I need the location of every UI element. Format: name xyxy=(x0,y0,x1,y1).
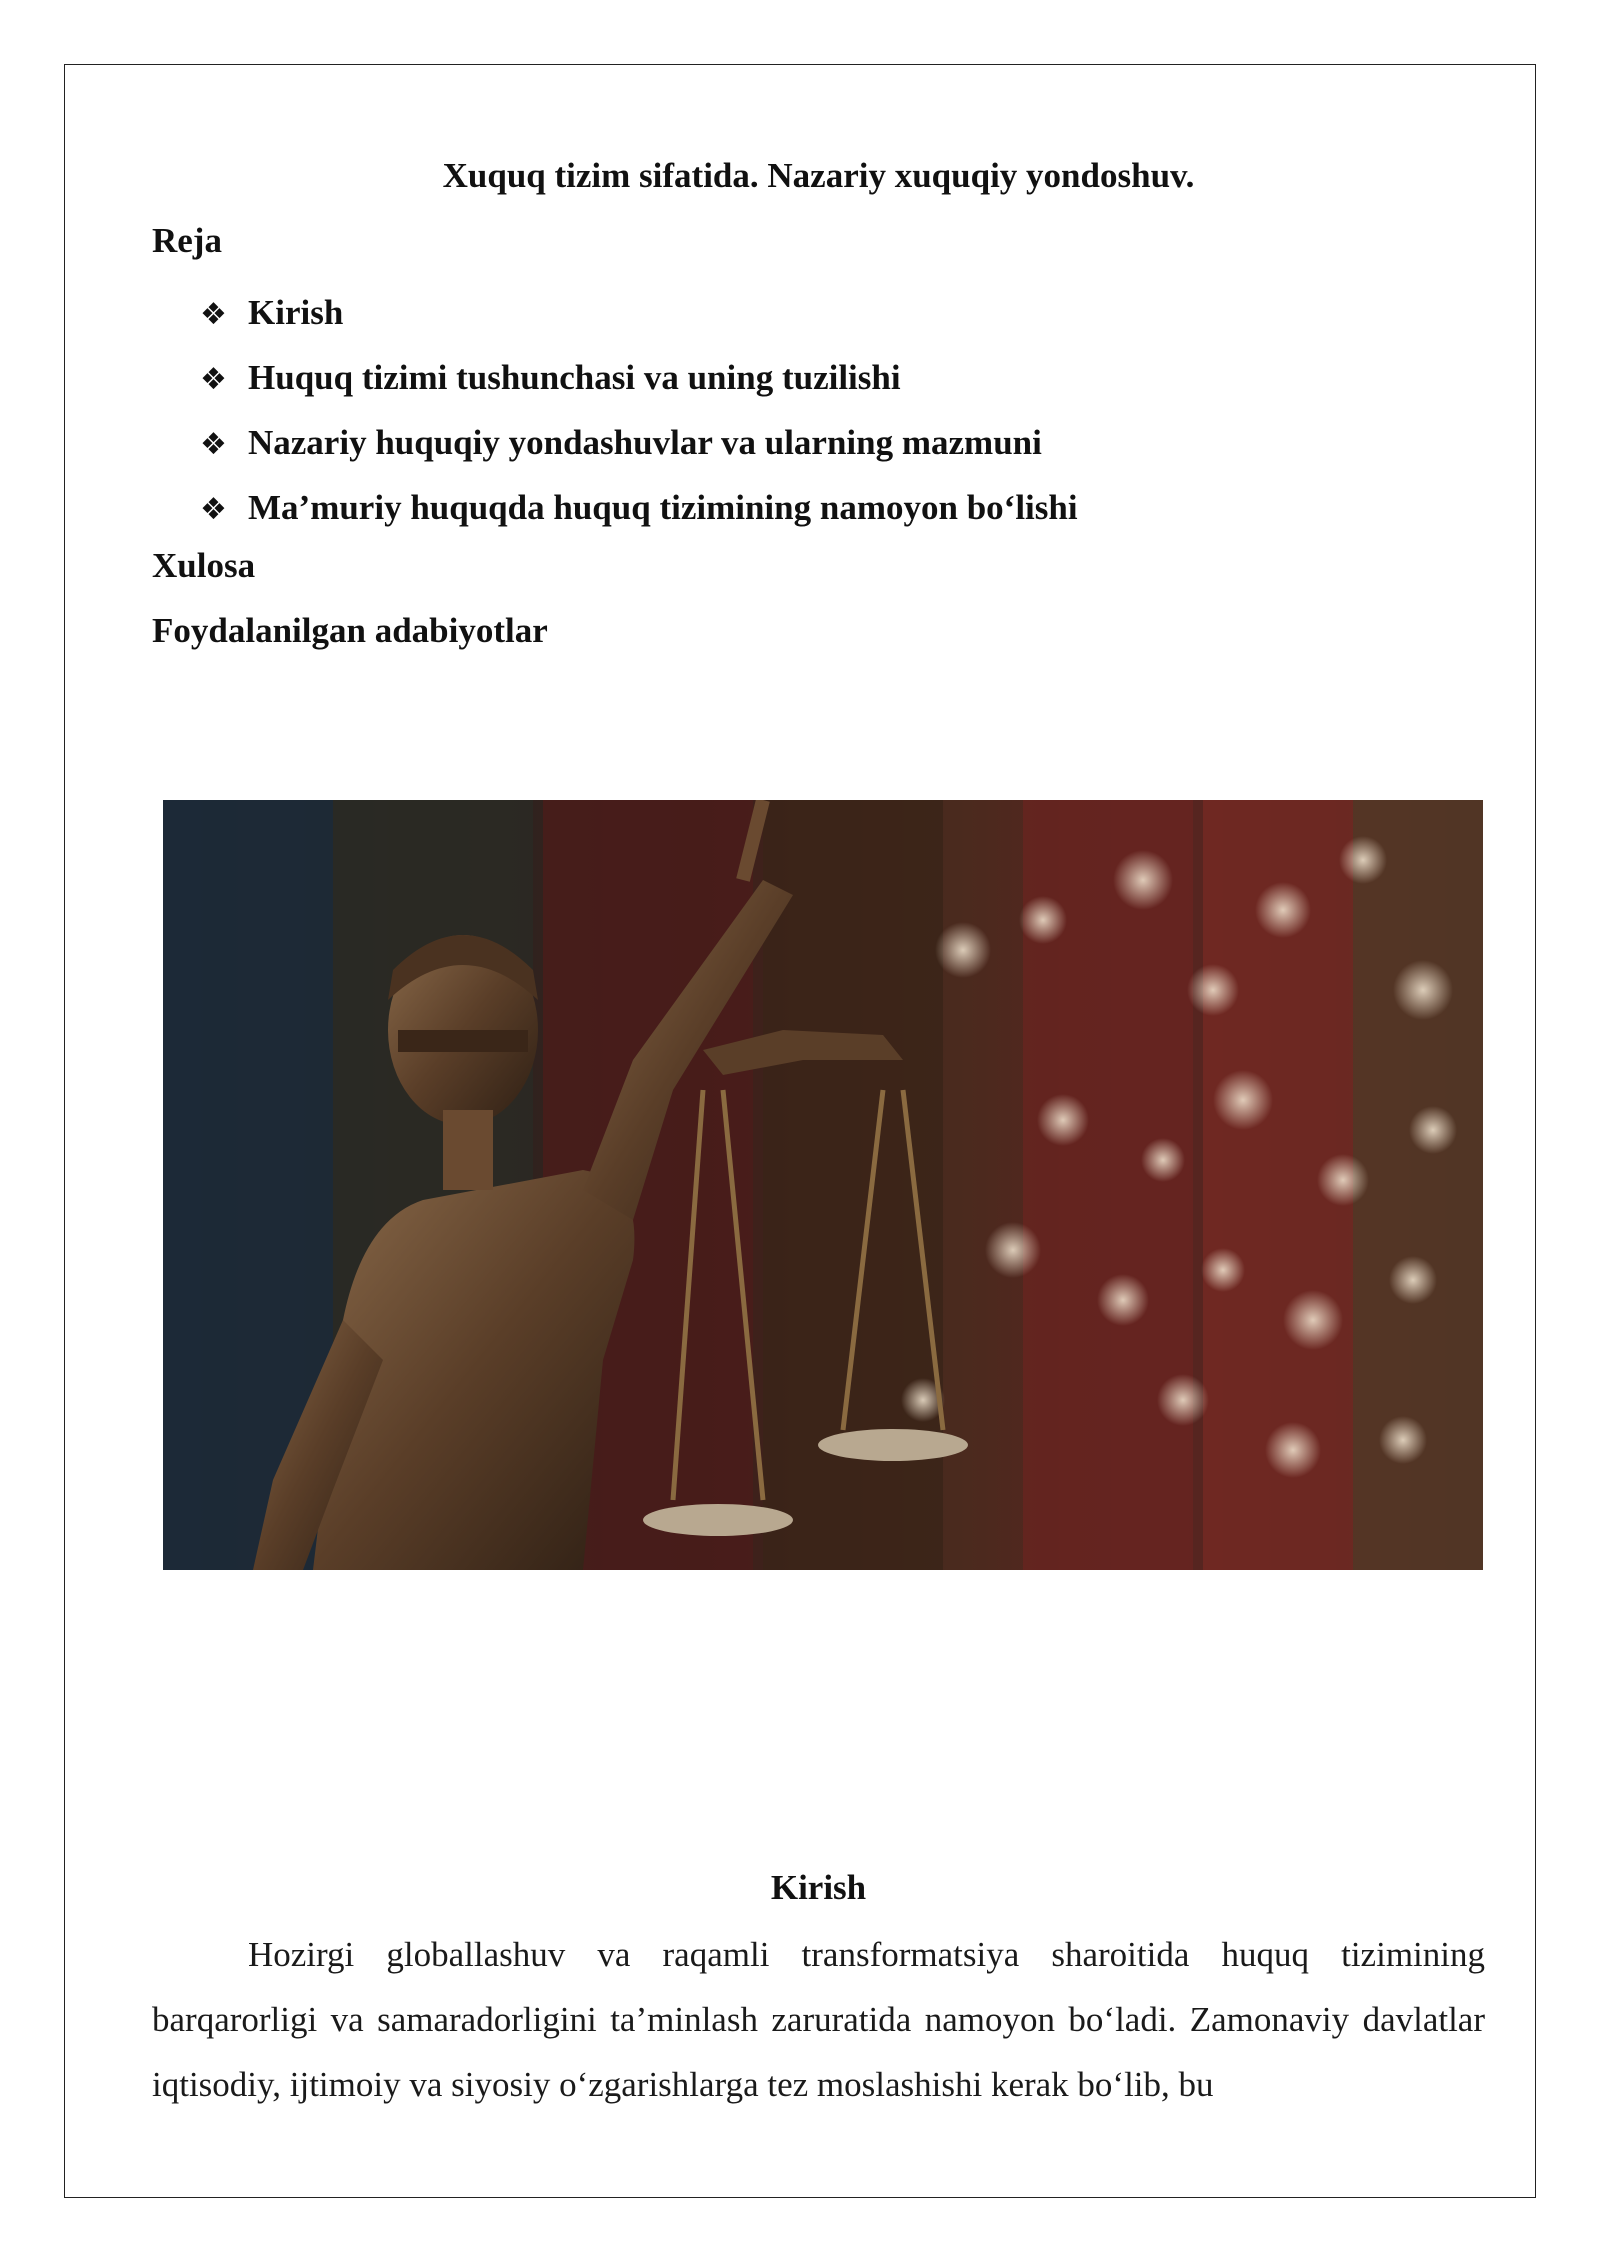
diamond-bullet-icon: ❖ xyxy=(200,362,227,397)
plan-item-nazariy-yondashuvlar xyxy=(200,410,1078,475)
plan-heading: Reja xyxy=(152,221,222,260)
diamond-bullet-icon: ❖ xyxy=(200,492,227,527)
plan-item-label: Kirish xyxy=(248,293,344,332)
lady-justice-statue-icon xyxy=(163,800,1483,1570)
plan-item-label: Huquq tizimi tushunchasi va uning tuzilishi xyxy=(248,358,901,397)
plan-conclusion: Xulosa xyxy=(152,546,256,585)
diamond-bullet-icon: ❖ xyxy=(200,427,227,462)
plan-references: Foydalanilgan adabiyotlar xyxy=(152,611,548,650)
document-title: Xuquq tizim sifatida. Nazariy xuquqiy yondoshuv. xyxy=(442,156,1195,195)
plan-item-label: Nazariy huquqiy yondashuvlar va ularning mazmuni xyxy=(248,423,1042,462)
plan-list xyxy=(200,280,1078,540)
plan-item-kirish xyxy=(200,280,1078,345)
intro-paragraph: Hozirgi globallashuv va raqamli transformatsiya sharoitida huquq tizimining barqarorligi va samaradorligini ta’minlash zaruratida namoyon bo‘ladi. Zamonaviy davlatlar iqtisodiy, ijtimoiy va siyosiy o‘zgarishlarga tez moslashishi kerak bo‘lib, bu xyxy=(152,1935,1485,2104)
diamond-bullet-icon: ❖ xyxy=(200,297,227,332)
plan-item-huquq-tizimi xyxy=(200,345,1078,410)
lady-justice-photo xyxy=(163,800,1483,1570)
plan-item-label: Ma’muriy huquqda huquq tizimining namoyon bo‘lishi xyxy=(248,488,1078,527)
section-heading-kirish: Kirish xyxy=(770,1868,867,1907)
plan-item-mamuriy-huquq xyxy=(200,475,1078,540)
